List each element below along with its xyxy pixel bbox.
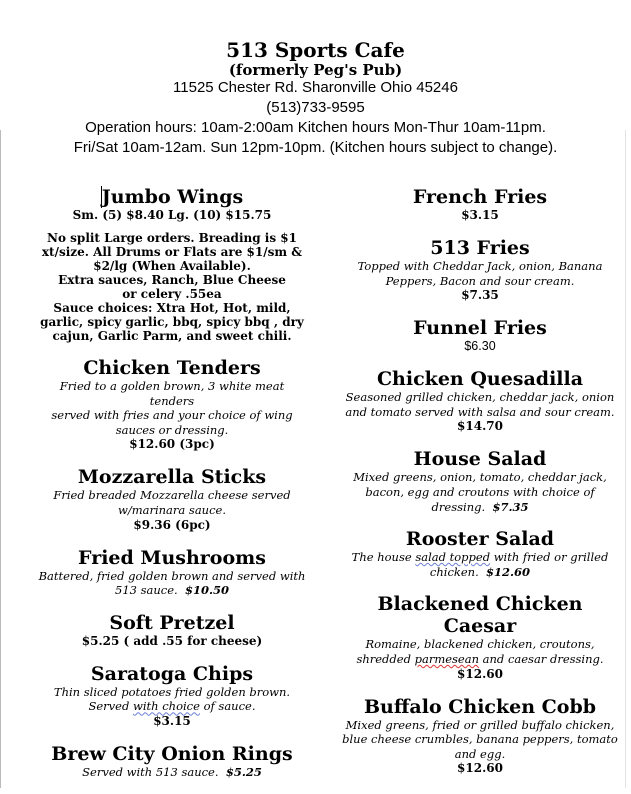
menu-item-buffalo-chicken-cobb bbox=[340, 696, 620, 777]
item-title: 513 Fries bbox=[430, 237, 530, 259]
phone-number: (513)733-9595 bbox=[266, 99, 365, 116]
spellcheck-underline: parmesean bbox=[414, 651, 480, 666]
item-price: $14.70 bbox=[457, 419, 503, 434]
item-description: Mixed greens, fried or grilled buffalo chicken, blue cheese crumbles, banana peppers, tomato and egg. bbox=[342, 717, 618, 761]
item-description: Mixed greens, onion, tomato, cheddar jack, bacon, egg and croutons with choice of dressing. $7.35 bbox=[353, 470, 607, 514]
item-description: Romaine, blackened chicken, croutons, shredded parmesean and caesar dressing. bbox=[356, 637, 604, 666]
item-description: Served with 513 sauce. $5.25 bbox=[82, 764, 262, 779]
address: 11525 Chester Rd. Sharonville Ohio 45246 bbox=[173, 79, 458, 96]
weekend-hours: Fri/Sat 10am-12am. Sun 12pm-10pm. (Kitchen hours subject to change). bbox=[73, 139, 558, 156]
item-price: $10.50 bbox=[184, 583, 229, 598]
wing-notes bbox=[36, 231, 308, 343]
item-title: Buffalo Chicken Cobb bbox=[363, 695, 597, 718]
menu-item-chicken-quesadilla bbox=[340, 368, 620, 434]
item-price: $6.30 bbox=[464, 339, 496, 354]
item-price: $12.60 bbox=[457, 761, 503, 776]
item-title: Saratoga Chips bbox=[90, 662, 254, 685]
menu-item-rooster-salad bbox=[340, 528, 620, 579]
item-price: $3.15 bbox=[461, 208, 499, 222]
item-title: Soft Pretzel bbox=[109, 611, 235, 634]
item-price: $9.36 (6pc) bbox=[133, 517, 211, 532]
note-line: or celery .55ea bbox=[122, 287, 222, 301]
page-left-edge bbox=[0, 130, 1, 788]
menu-item-onion-rings bbox=[36, 743, 308, 780]
item-price: $5.25 ( add .55 for cheese) bbox=[81, 633, 263, 648]
spellcheck-underline: with choice bbox=[133, 699, 200, 714]
menu-item-house-salad bbox=[340, 448, 620, 514]
left-column bbox=[36, 186, 308, 794]
item-description: Topped with Cheddar Jack, onion, Banana Peppers, Bacon and sour cream. bbox=[357, 259, 603, 288]
menu-item-soft-pretzel bbox=[36, 612, 308, 649]
note-line: garlic, spicy garlic, bbq, spicy bbq , dry bbox=[40, 315, 304, 329]
note-line: Extra sauces, Ranch, Blue Cheese bbox=[58, 273, 286, 287]
item-price: $3.15 bbox=[153, 713, 191, 728]
item-price: $7.35 bbox=[492, 499, 529, 514]
right-column bbox=[340, 186, 620, 790]
menu-item-saratoga-chips bbox=[36, 663, 308, 729]
menu-item-jumbo-wings bbox=[36, 186, 308, 343]
item-price: $12.60 (3pc) bbox=[129, 437, 215, 452]
note-line: $2/lg (When Available). bbox=[93, 259, 251, 273]
menu-header bbox=[0, 38, 631, 158]
menu-item-chicken-tenders bbox=[36, 357, 308, 452]
menu-item-blackened-chicken-caesar bbox=[340, 593, 620, 681]
item-title: French Fries bbox=[412, 186, 548, 208]
item-title: House Salad bbox=[413, 448, 547, 471]
item-title: Fried Mushrooms bbox=[78, 546, 266, 569]
menu-item-mozzarella-sticks bbox=[36, 466, 308, 532]
note-line: Sauce choices: Xtra Hot, Hot, mild, bbox=[53, 301, 291, 315]
menu-item-french-fries bbox=[340, 186, 620, 223]
item-title: Chicken Tenders bbox=[83, 357, 261, 379]
wing-sizes: Sm. (5) $8.40 Lg. (10) $15.75 bbox=[72, 208, 272, 222]
cafe-name: 513 Sports Cafe bbox=[226, 38, 405, 62]
item-title: Jumbo Wings bbox=[101, 186, 244, 208]
item-price: $12.60 bbox=[486, 564, 531, 579]
operation-hours: Operation hours: 10am-2:00am Kitchen hours Mon-Thur 10am-11pm. bbox=[85, 119, 546, 136]
page-right-edge bbox=[625, 130, 626, 788]
item-description: Thin sliced potatoes fried golden brown. Served with choice of sauce. bbox=[53, 684, 291, 714]
item-title: Rooster Salad bbox=[405, 528, 555, 551]
item-title: Chicken Quesadilla bbox=[376, 368, 584, 391]
item-title: Mozzarella Sticks bbox=[77, 466, 267, 489]
former-name: (formerly Peg's Pub) bbox=[228, 61, 403, 79]
note-line: cajun, Garlic Parm, and sweet chili. bbox=[52, 329, 292, 343]
item-description: Seasoned grilled chicken, cheddar jack, onion and tomato served with salsa and sour cream. bbox=[345, 390, 615, 419]
note-line: No split Large orders. Breading is $1 bbox=[47, 231, 297, 245]
note-line: xt/size. All Drums or Flats are $1/sm & bbox=[41, 245, 303, 259]
item-description: Fried breaded Mozzarella cheese served w/marinara sauce. bbox=[53, 488, 291, 517]
item-description: Fried to a golden brown, 3 white meat tenders served with fries and your choice of wing sauces or dressing. bbox=[51, 379, 293, 437]
item-description: The house salad topped with fried or grilled chicken. $12.60 bbox=[351, 550, 609, 579]
item-title: Brew City Onion Rings bbox=[51, 742, 293, 765]
spellcheck-underline: salad topped bbox=[415, 550, 491, 565]
item-description: Battered, fried golden brown and served with 513 sauce. $10.50 bbox=[38, 568, 306, 598]
item-price: $7.35 bbox=[461, 288, 499, 303]
menu-item-fried-mushrooms bbox=[36, 547, 308, 598]
item-title: Funnel Fries bbox=[413, 317, 547, 340]
item-price: $5.25 bbox=[225, 764, 262, 779]
menu-item-513-fries bbox=[340, 237, 620, 303]
item-price: $12.60 bbox=[457, 666, 503, 681]
menu-item-funnel-fries bbox=[340, 317, 620, 354]
item-title: Blackened Chicken Caesar bbox=[377, 593, 583, 638]
